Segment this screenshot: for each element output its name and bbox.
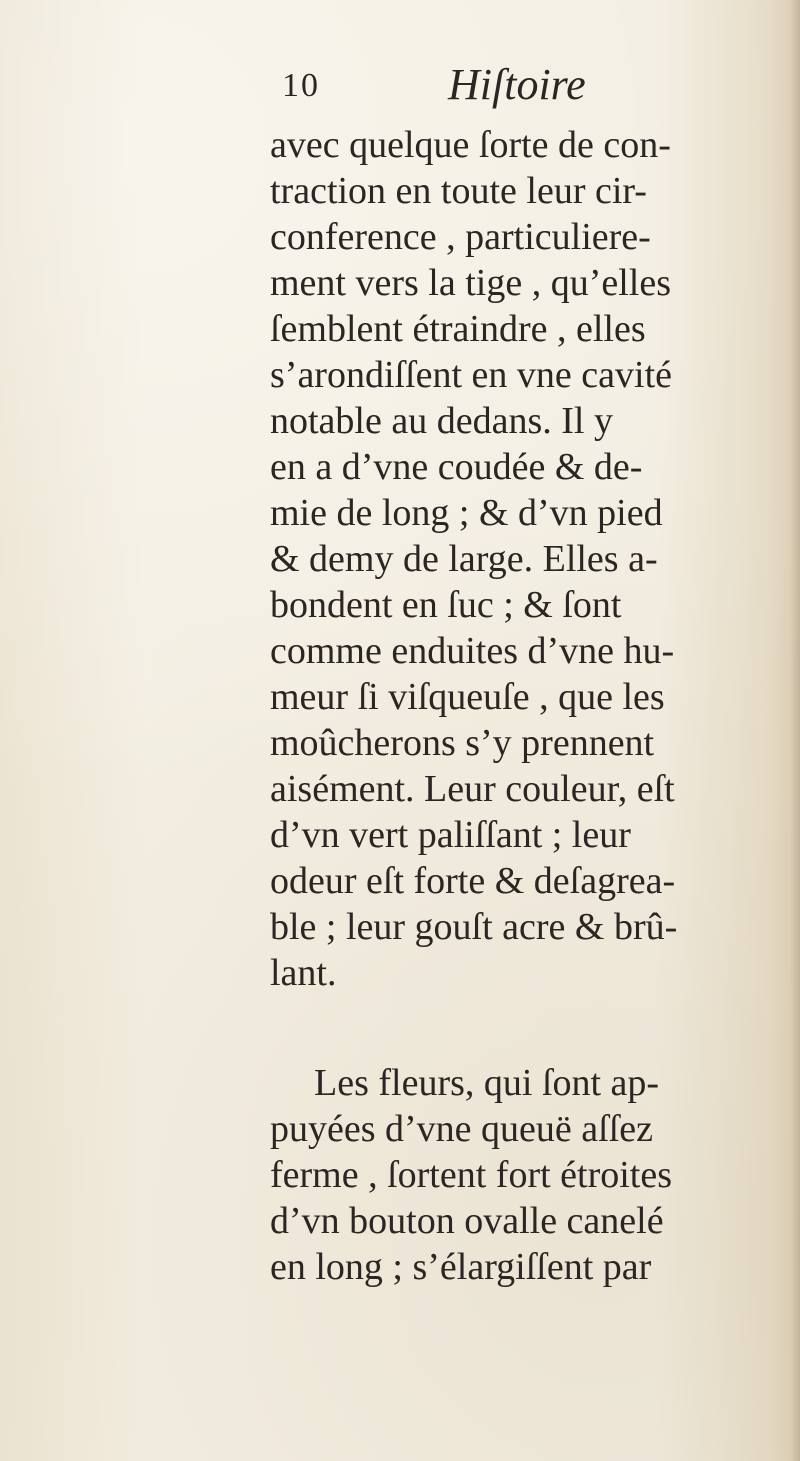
text-line: ble ; leur gouſt acre & brû- xyxy=(270,906,678,948)
text-line: traction en toute leur cir- xyxy=(270,170,647,212)
text-line: notable au dedans. Il y xyxy=(270,400,613,442)
text-line: bondent en ſuc ; & ſont xyxy=(270,584,622,626)
text-line: Les fleurs, qui ſont ap- xyxy=(314,1062,660,1104)
text-line: lant. xyxy=(270,952,337,994)
text-line: avec quelque ſorte de con- xyxy=(270,124,671,166)
text-line: puyées d’vne queuë aſſez xyxy=(270,1108,653,1150)
text-line: moûcherons s’y prennent xyxy=(270,722,655,764)
text-line: comme enduites d’vne hu- xyxy=(270,630,675,672)
text-line: meur ſi viſqueuſe , que les xyxy=(270,676,665,718)
text-line: odeur eſt forte & deſagrea- xyxy=(270,860,676,902)
text-line: ferme , ſortent fort étroites xyxy=(270,1154,673,1196)
paragraph-1 xyxy=(270,122,780,996)
text-line: en a d’vne coudée & de- xyxy=(270,446,643,488)
text-line: & demy de large. Elles a- xyxy=(270,538,658,580)
page-header xyxy=(0,55,800,115)
text-line: conference , particuliere- xyxy=(270,216,651,258)
paragraph-2 xyxy=(270,1060,780,1290)
text-line: s’arondiſſent en vne cavité xyxy=(270,354,673,396)
text-line: mie de long ; & d’vn pied xyxy=(270,492,663,534)
text-line: d’vn vert paliſſant ; leur xyxy=(270,814,631,856)
text-line: aisément. Leur couleur, eſt xyxy=(270,768,675,810)
running-head: Hiſtoire xyxy=(448,60,586,109)
text-line: ment vers la tige , qu’elles xyxy=(270,262,671,304)
text-line: d’vn bouton ovalle canelé xyxy=(270,1200,664,1242)
text-line: ſemblent étraindre , elles xyxy=(270,308,646,350)
page-number: 10 xyxy=(282,67,320,104)
text-line: en long ; s’élargiſſent par xyxy=(270,1246,652,1288)
page-edge xyxy=(790,0,800,1461)
